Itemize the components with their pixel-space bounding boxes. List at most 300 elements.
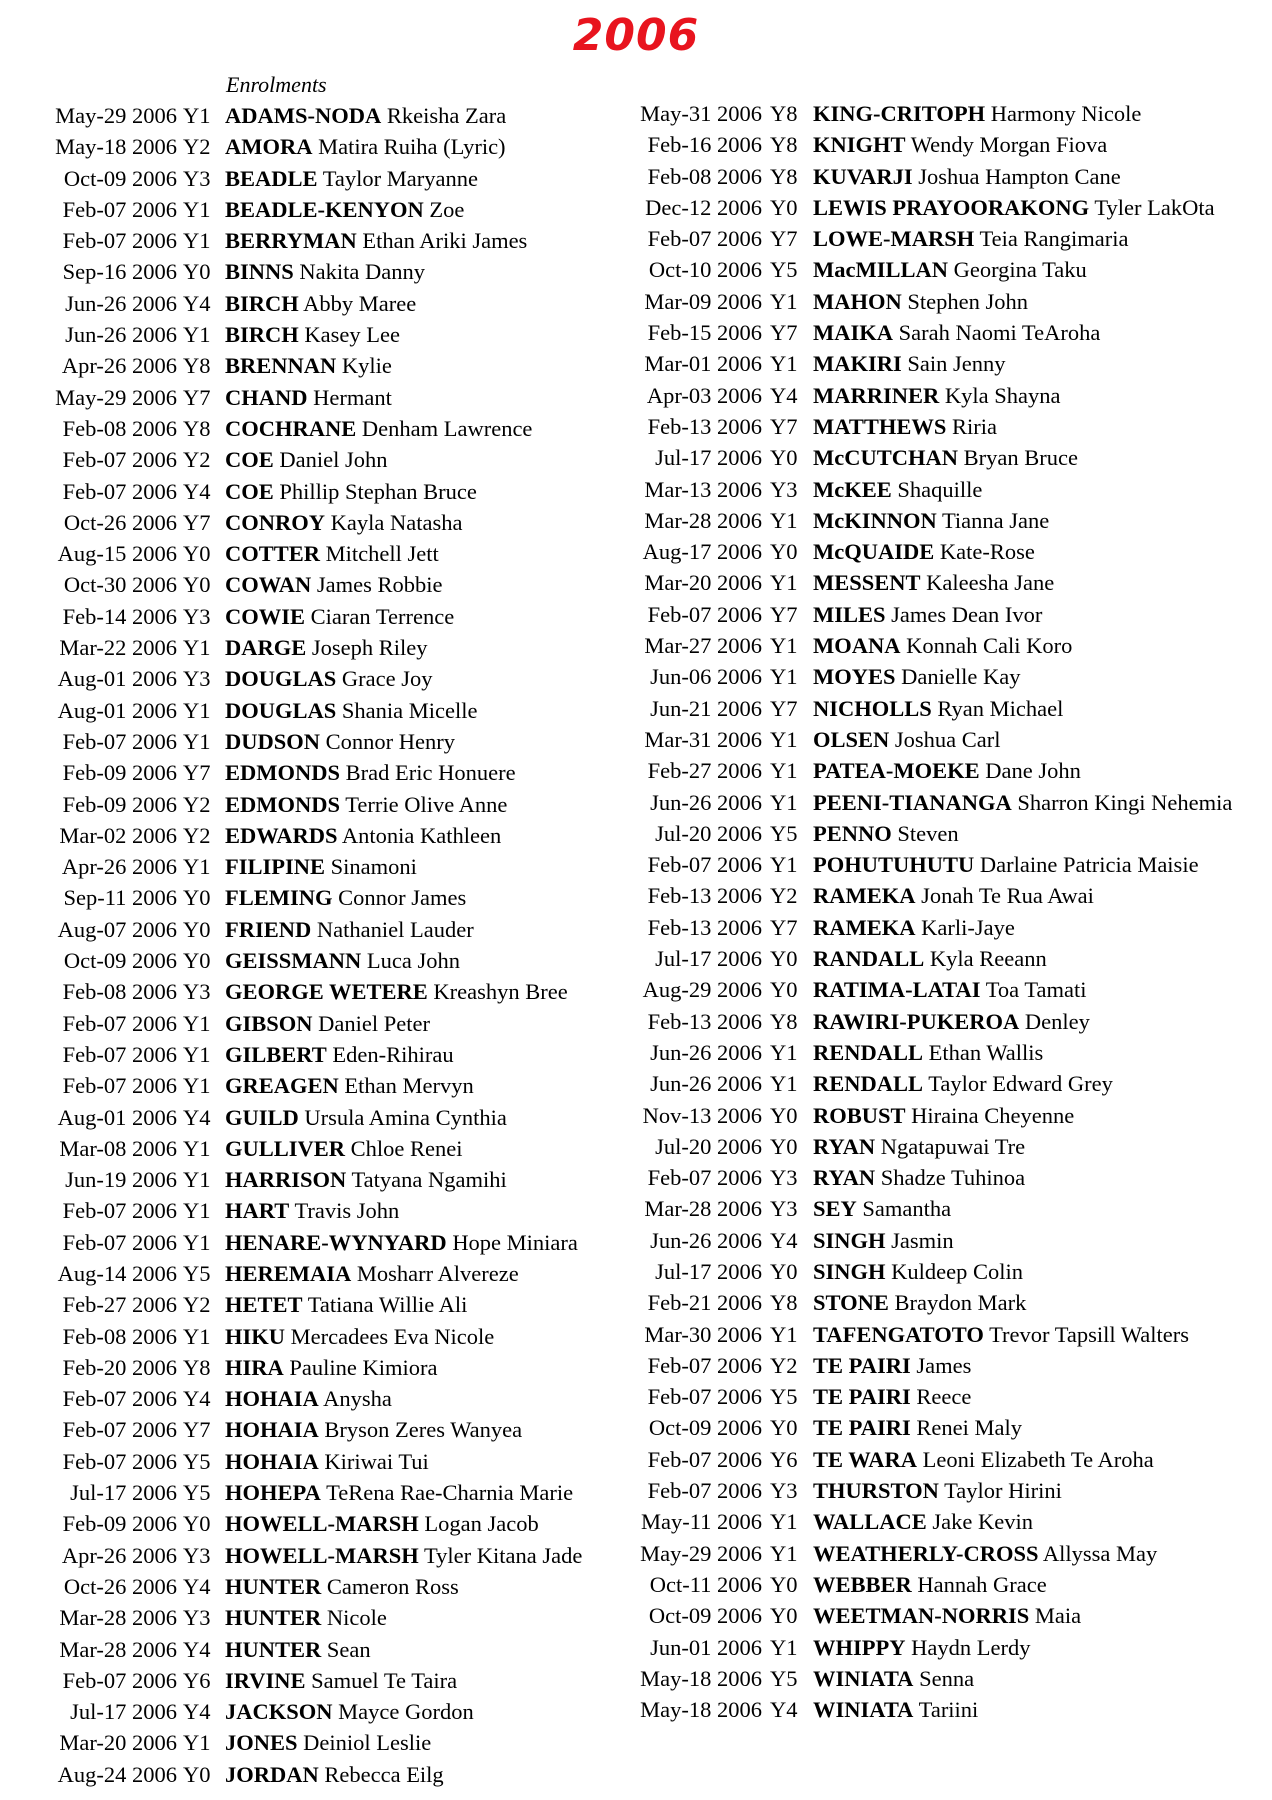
enrolment-date: May-18 2006 [640, 1665, 762, 1691]
year-level: Y1 [770, 288, 798, 314]
student-name [225, 288, 416, 319]
student-name [813, 254, 1087, 285]
student-surname: PENNO [813, 820, 892, 846]
student-surname: OLSEN [813, 726, 890, 752]
student-given-names: Hope Miniara [452, 1229, 578, 1255]
student-surname: KNIGHT [813, 132, 906, 158]
student-name [225, 100, 506, 131]
student-surname: TE PAIRI [813, 1384, 911, 1410]
student-name [813, 1162, 1025, 1193]
student-name [225, 1571, 459, 1602]
year-level: Y1 [770, 570, 798, 596]
enrolment-date: Oct-09 2006 [648, 1603, 762, 1629]
enrolment-date: Jun-21 2006 [650, 695, 762, 721]
enrolment-date: Feb-09 2006 [62, 1511, 177, 1537]
year-level: Y0 [770, 539, 798, 565]
student-name [225, 945, 460, 976]
student-name [813, 1381, 971, 1412]
student-surname: HOWELL-MARSH [225, 1511, 419, 1537]
student-surname: WINIATA [813, 1665, 914, 1691]
enrolment-date: Feb-07 2006 [62, 1010, 177, 1036]
student-name [225, 1195, 399, 1226]
student-surname: JONES [225, 1730, 298, 1756]
student-surname: AMORA [225, 134, 313, 160]
enrolment-date: Feb-07 2006 [647, 852, 762, 878]
year-level: Y1 [770, 1321, 798, 1347]
student-name [225, 350, 392, 381]
year-level: Y2 [183, 134, 211, 160]
student-name [225, 882, 466, 913]
student-surname: McQUAIDE [813, 539, 935, 565]
year-level: Y0 [770, 977, 798, 1003]
student-name [813, 1319, 1189, 1350]
student-name [225, 1133, 463, 1164]
enrolment-date: Oct-26 2006 [63, 509, 177, 535]
student-given-names: Shadze Tuhinoa [880, 1165, 1026, 1191]
year-level: Y1 [183, 1073, 211, 1099]
year-level: Y0 [183, 1761, 211, 1787]
student-surname: DUDSON [225, 728, 321, 754]
student-name [225, 444, 388, 475]
student-name [225, 851, 417, 882]
student-surname: MATTHEWS [813, 413, 947, 439]
year-level: Y0 [183, 541, 211, 567]
enrolment-date: Jun-26 2006 [650, 1071, 762, 1097]
year-level: Y3 [770, 476, 798, 502]
student-surname: FRIEND [225, 916, 312, 942]
student-surname: HIKU [225, 1323, 286, 1349]
student-name [813, 787, 1232, 818]
student-name [813, 1569, 1047, 1600]
student-name [225, 1008, 430, 1039]
student-name [225, 1258, 519, 1289]
year-level: Y3 [183, 666, 211, 692]
year-level: Y2 [183, 791, 211, 817]
year-level: Y1 [183, 103, 211, 128]
student-surname: HART [225, 1198, 290, 1224]
student-given-names: Toa Tamati [985, 977, 1087, 1003]
student-surname: McCUTCHAN [813, 445, 958, 471]
student-given-names: Bryan Bruce [963, 445, 1078, 471]
student-name [813, 536, 1035, 567]
student-name [813, 693, 1063, 724]
year-level: Y1 [183, 1135, 211, 1161]
enrolment-date: Oct-30 2006 [63, 572, 177, 598]
student-given-names: Kuldeep Colin [891, 1258, 1024, 1284]
student-given-names: Anysha [323, 1386, 392, 1412]
student-given-names: Hermant [313, 384, 392, 410]
year-level: Y3 [183, 165, 211, 191]
year-level: Y0 [770, 1603, 798, 1629]
student-given-names: Tatiana Willie Ali [307, 1292, 468, 1318]
student-name [225, 1602, 387, 1633]
student-given-names: Kreashyn Bree [433, 979, 568, 1005]
year-level: Y6 [183, 1667, 211, 1693]
enrolment-date: Aug-01 2006 [57, 1104, 177, 1130]
student-name [813, 317, 1100, 348]
enrolment-date: Jul-17 2006 [655, 946, 762, 972]
student-surname: BIRCH [225, 322, 299, 348]
student-given-names: Daniel John [279, 447, 388, 473]
student-given-names: Denham Lawrence [361, 415, 533, 441]
student-name [225, 1289, 467, 1320]
year-level: Y0 [770, 1258, 798, 1284]
year-level: Y1 [183, 854, 211, 880]
student-surname: GILBERT [225, 1041, 327, 1067]
student-surname: HENARE-WYNYARD [225, 1229, 447, 1255]
year-level: Y5 [770, 1384, 798, 1410]
year-level: Y5 [183, 1448, 211, 1474]
year-level: Y0 [183, 572, 211, 598]
student-given-names: James [916, 1352, 972, 1378]
year-level: Y4 [183, 1636, 211, 1662]
student-given-names: Reece [916, 1384, 972, 1410]
enrolment-date: Feb-08 2006 [62, 415, 177, 441]
student-given-names: Haydn Lerdy [911, 1634, 1031, 1660]
year-level: Y1 [770, 351, 798, 377]
year-level: Y2 [770, 883, 798, 909]
student-surname: FLEMING [225, 885, 333, 911]
enrolment-date: Feb-07 2006 [62, 1448, 177, 1474]
enrolment-date: Feb-07 2006 [647, 1384, 762, 1410]
year-level: Y1 [183, 1041, 211, 1067]
student-name [813, 1350, 971, 1381]
student-name [225, 1227, 578, 1258]
enrolment-date: Apr-03 2006 [646, 382, 762, 408]
year-level: Y2 [770, 1352, 798, 1378]
student-name [225, 1477, 573, 1508]
student-given-names: Ursula Amina Cynthia [304, 1104, 507, 1130]
student-given-names: Ethan Ariki James [362, 228, 528, 254]
year-level: Y3 [183, 603, 211, 629]
enrolment-date: Feb-27 2006 [62, 1292, 177, 1318]
student-surname: RAWIRI-PUKEROA [813, 1008, 1020, 1034]
enrolment-date: Jun-26 2006 [65, 290, 177, 316]
student-surname: TAFENGATOTO [813, 1321, 984, 1347]
student-surname: POHUTUHUTU [813, 852, 975, 878]
year-level: Y1 [770, 1540, 798, 1566]
student-name [225, 1759, 444, 1790]
student-surname: FILIPINE [225, 854, 326, 880]
student-name [225, 914, 474, 945]
year-level: Y3 [183, 1542, 211, 1568]
student-name [225, 1634, 371, 1665]
year-level: Y1 [770, 1039, 798, 1065]
student-name [813, 442, 1078, 473]
year-level: Y1 [183, 1167, 211, 1193]
enrolment-date: Mar-02 2006 [59, 822, 177, 848]
student-surname: BEADLE-KENYON [225, 196, 424, 222]
year-level: Y1 [183, 635, 211, 661]
student-given-names: Ryan Michael [937, 695, 1064, 721]
student-surname: WINIATA [813, 1697, 914, 1723]
student-given-names: Darlaine Patricia Maisie [979, 852, 1199, 878]
student-surname: CHAND [225, 384, 308, 410]
student-name [813, 943, 1047, 974]
year-level: Y2 [183, 822, 211, 848]
year-level: Y6 [770, 1446, 798, 1472]
year-level: Y2 [183, 447, 211, 473]
student-surname: HOHEPA [225, 1480, 321, 1506]
year-level: Y4 [183, 1573, 211, 1599]
student-name [225, 1383, 392, 1414]
enrolment-date: Feb-13 2006 [647, 883, 762, 909]
year-level: Y1 [770, 664, 798, 690]
enrolment-date: Mar-30 2006 [644, 1321, 762, 1347]
student-given-names: Nakita Danny [299, 259, 425, 285]
student-surname: HUNTER [225, 1573, 322, 1599]
student-given-names: Steven [897, 820, 959, 846]
student-surname: BINNS [225, 259, 294, 285]
year-level: Y1 [770, 633, 798, 659]
student-name [225, 194, 464, 225]
enrolment-date: Feb-07 2006 [62, 1386, 177, 1412]
enrolment-date: Jul-20 2006 [655, 1133, 762, 1159]
student-name [225, 695, 478, 726]
enrolment-date: May-11 2006 [640, 1509, 762, 1535]
year-level: Y0 [770, 1571, 798, 1597]
student-name [813, 286, 1028, 317]
enrolment-date: Nov-13 2006 [642, 1102, 762, 1128]
student-name [225, 1164, 507, 1195]
student-given-names: Sharron Kingi Nehemia [1017, 789, 1233, 815]
student-name [813, 1006, 1090, 1037]
student-name [225, 820, 501, 851]
student-given-names: Tariini [918, 1697, 979, 1723]
year-level: Y1 [183, 728, 211, 754]
year-level: Y0 [183, 948, 211, 974]
student-given-names: Stephen John [907, 288, 1028, 314]
student-given-names: Chloe Renei [350, 1135, 463, 1161]
student-given-names: Pauline Kimiora [289, 1354, 438, 1380]
year-level: Y0 [770, 1102, 798, 1128]
student-given-names: Connor James [338, 885, 467, 911]
enrolment-date: Feb-07 2006 [62, 1667, 177, 1693]
enrolment-date: Jun-06 2006 [650, 664, 762, 690]
student-given-names: Maia [1034, 1603, 1082, 1629]
enrolment-date: Jul-17 2006 [70, 1480, 177, 1506]
student-name [813, 1600, 1081, 1631]
student-surname: PATEA-MOEKE [813, 758, 980, 784]
student-surname: IRVINE [225, 1667, 306, 1693]
enrolment-date: Feb-07 2006 [647, 1446, 762, 1472]
enrolment-date: Feb-13 2006 [647, 914, 762, 940]
student-given-names: Abby Maree [303, 290, 417, 316]
student-given-names: Bryson Zeres Wanyea [324, 1417, 523, 1443]
year-level: Y1 [770, 507, 798, 533]
student-surname: HARRISON [225, 1167, 347, 1193]
year-level: Y4 [183, 1699, 211, 1725]
enrolments-subheading: Enrolments [226, 72, 327, 97]
year-level: Y3 [770, 1165, 798, 1191]
student-given-names: Wendy Morgan Fiova [910, 132, 1108, 158]
student-given-names: Hannah Grace [917, 1571, 1047, 1597]
student-given-names: Kyla Reeann [929, 946, 1047, 972]
student-given-names: Cameron Ross [326, 1573, 459, 1599]
student-given-names: Kayla Natasha [330, 509, 463, 535]
student-given-names: Leoni Elizabeth Te Aroha [922, 1446, 1154, 1472]
enrolment-date: Apr-26 2006 [61, 1542, 177, 1568]
year-level: Y8 [183, 353, 211, 379]
student-surname: MESSENT [813, 570, 921, 596]
enrolment-date: Aug-24 2006 [57, 1761, 177, 1787]
student-surname: COTTER [225, 541, 321, 567]
year-level: Y4 [183, 290, 211, 316]
student-name [225, 632, 428, 663]
enrolment-date: Feb-07 2006 [62, 1041, 177, 1067]
student-name [225, 1039, 454, 1070]
enrolment-date: Feb-13 2006 [647, 1008, 762, 1034]
year-level: Y5 [770, 1665, 798, 1691]
student-surname: GEISSMANN [225, 948, 362, 974]
year-level: Y7 [183, 1417, 211, 1443]
year-level: Y1 [770, 758, 798, 784]
student-given-names: Karli-Jaye [921, 914, 1015, 940]
student-surname: MacMILLAN [813, 257, 948, 283]
student-given-names: Kaleesha Jane [926, 570, 1055, 596]
student-given-names: Grace Joy [341, 666, 433, 692]
student-name [813, 661, 1020, 692]
student-surname: DOUGLAS [225, 697, 337, 723]
student-surname: BIRCH [225, 290, 299, 316]
student-surname: LOWE-MARSH [813, 226, 975, 252]
student-given-names: Luca John [366, 948, 461, 974]
student-name [813, 1068, 1113, 1099]
enrolment-date: Mar-20 2006 [59, 1730, 177, 1756]
student-given-names: Brad Eric Honuere [345, 760, 516, 786]
student-surname: COE [225, 478, 274, 504]
student-name [813, 223, 1128, 254]
enrolment-date: Oct-09 2006 [63, 948, 177, 974]
student-given-names: Jasmin [891, 1227, 954, 1253]
year-level: Y0 [770, 1133, 798, 1159]
student-given-names: Denley [1024, 1008, 1090, 1034]
year-level: Y0 [770, 1415, 798, 1441]
student-given-names: James Dean Ivor [891, 601, 1043, 627]
student-given-names: Teia Rangimaria [979, 226, 1129, 252]
student-name [813, 567, 1054, 598]
student-given-names: Rebecca Eilg [324, 1761, 444, 1787]
student-surname: HUNTER [225, 1636, 322, 1662]
enrolment-date: Jul-17 2006 [655, 1258, 762, 1284]
student-given-names: Allyssa May [1042, 1540, 1158, 1566]
student-name [225, 601, 454, 632]
enrolment-date: Feb-07 2006 [62, 1073, 177, 1099]
student-surname: SEY [813, 1196, 857, 1222]
enrolment-date: May-29 2006 [640, 1540, 762, 1566]
student-surname: COWIE [225, 603, 306, 629]
student-name [225, 1446, 429, 1477]
student-surname: SINGH [813, 1227, 886, 1253]
year-level: Y0 [183, 916, 211, 942]
year-level: Y5 [183, 1480, 211, 1506]
student-given-names: Zoe [429, 196, 465, 222]
enrolment-date: Feb-07 2006 [62, 728, 177, 754]
year-level: Y0 [183, 259, 211, 285]
enrolment-date: Mar-28 2006 [59, 1636, 177, 1662]
student-surname: RENDALL [813, 1039, 924, 1065]
enrolment-date: Apr-26 2006 [61, 353, 177, 379]
student-surname: EDMONDS [225, 760, 341, 786]
student-name [813, 1694, 978, 1725]
student-name [813, 1506, 1033, 1537]
enrolment-date: May-18 2006 [55, 134, 177, 160]
enrolment-date: Aug-01 2006 [57, 666, 177, 692]
student-name [813, 818, 959, 849]
year-level: Y1 [770, 1071, 798, 1097]
enrolment-date: Jun-26 2006 [650, 1227, 762, 1253]
enrolment-date: Feb-07 2006 [62, 1198, 177, 1224]
student-given-names: Danielle Kay [901, 664, 1021, 690]
enrolment-date: Mar-28 2006 [644, 1196, 762, 1222]
student-given-names: Eden-Rihirau [332, 1041, 454, 1067]
student-name [813, 474, 982, 505]
enrolment-date: Feb-07 2006 [62, 1229, 177, 1255]
student-surname: DOUGLAS [225, 666, 337, 692]
student-given-names: Mayce Gordon [338, 1699, 474, 1725]
student-surname: JORDAN [225, 1761, 319, 1787]
student-given-names: Taylor Edward Grey [928, 1071, 1113, 1097]
enrolment-date: Feb-14 2006 [62, 603, 177, 629]
student-given-names: James Robbie [316, 572, 443, 598]
student-given-names: Ngatapuwai Tre [880, 1133, 1026, 1159]
student-given-names: Harmony Nicole [990, 101, 1142, 126]
student-given-names: Trevor Tapsill Walters [989, 1321, 1190, 1347]
enrolment-date: Mar-31 2006 [644, 726, 762, 752]
enrolment-date: Apr-26 2006 [61, 854, 177, 880]
student-given-names: Joshua Hampton Cane [918, 163, 1121, 189]
student-surname: COCHRANE [225, 415, 357, 441]
year-level: Y8 [770, 163, 798, 189]
enrolment-date: Feb-07 2006 [62, 196, 177, 222]
student-surname: GIBSON [225, 1010, 313, 1036]
year-level: Y0 [183, 1511, 211, 1537]
student-name [813, 630, 1072, 661]
student-given-names: Joseph Riley [311, 635, 428, 661]
student-name [225, 256, 425, 287]
student-surname: COWAN [225, 572, 312, 598]
student-surname: MAKIRI [813, 351, 902, 377]
student-surname: BRENNAN [225, 353, 337, 379]
student-surname: WEETMAN-NORRIS [813, 1603, 1030, 1629]
student-surname: WEATHERLY-CROSS [813, 1540, 1039, 1566]
student-name [813, 98, 1141, 129]
student-given-names: Kasey Lee [304, 322, 400, 348]
enrolment-date: Aug-29 2006 [642, 977, 762, 1003]
student-name [225, 663, 433, 694]
year-level: Y8 [770, 1008, 798, 1034]
student-name [813, 849, 1199, 880]
student-name [225, 507, 462, 538]
student-surname: WHIPPY [813, 1634, 906, 1660]
student-surname: RYAN [813, 1165, 876, 1191]
year-level: Y1 [770, 852, 798, 878]
student-name [813, 192, 1215, 223]
student-name [813, 505, 1049, 536]
student-surname: ADAMS-NODA [225, 103, 382, 128]
student-given-names: Phillip Stephan Bruce [279, 478, 477, 504]
student-given-names: Kate-Rose [939, 539, 1035, 565]
student-given-names: Konnah Cali Koro [906, 633, 1073, 659]
year-level: Y4 [770, 382, 798, 408]
student-surname: RENDALL [813, 1071, 924, 1097]
student-name [225, 413, 532, 444]
enrolment-date: Jun-26 2006 [65, 322, 177, 348]
enrolment-date: May-29 2006 [55, 103, 177, 128]
student-given-names: Senna [919, 1665, 975, 1691]
year-level: Y0 [770, 194, 798, 220]
enrolment-date: Jun-26 2006 [650, 1039, 762, 1065]
